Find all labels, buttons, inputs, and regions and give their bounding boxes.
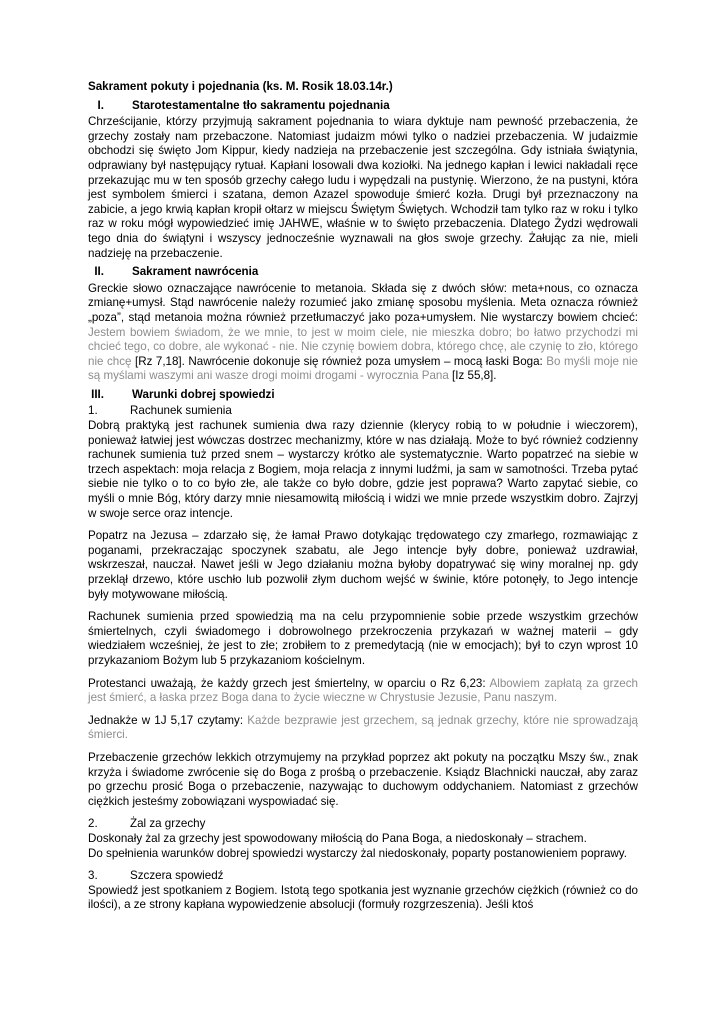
section-heading-1 [88,99,638,114]
scripture-quote: Albowiem zapłatą za grzech jest śmierć, a łaska przez Boga dana to życie wieczne w Chrystusie Jezusie, Panu naszym. [88,676,638,705]
paragraph [88,714,638,743]
section-number: III. [91,387,104,401]
subheading-title: Szczera spowiedź [130,869,224,883]
paragraph: Przebaczenie grzechów lekkich otrzymujemy na przykład poprzez akt pokuty na początku Mszy św., znak krzyża i świadome zwrócenie się do Boga z prośbą o przebaczenie. Ksiądz Blachnicki nauczał, aby zaraz po grzechu prosić Boga o przebaczenie, nazywając to duchowym oddychaniem. Natomiast z grzechów ciężkich jesteśmy zobowiązani wyspowiadać się. [88,750,638,808]
text-run: [Iz 55,8]. [448,369,497,383]
scripture-quote: Jestem bowiem świadom, że we mnie, to jest w moim ciele, nie mieszka dobro; bo łatwo przychodzi mi chcieć tego, co dobre, ale wykonać - nie. Nie czynię bowiem dobra, którego chcę, ale czynię to zło, którego nie chcę [88,325,638,368]
text-run: Jednakże w 1J 5,17 czytamy: [88,713,248,727]
text-run: [Rz 7,18]. Nawrócenie dokonuje się również poza umysłem – mocą łaski Boga: [131,354,547,368]
section-title: Sakrament nawrócenia [132,265,259,279]
subheading-3 [88,869,638,884]
paragraph: Dobrą praktyką jest rachunek sumienia dwa razy dziennie (klerycy robią to w południe i wieczorem), ponieważ łatwiej jest wówczas dostrzec mechanizmy, które w nas działają. Może to być również codzienny rachunek sumienia tuż przed snem – wystarczy krótko ale systematycznie. Warto popatrzeć na siebie w trzech aspektach: moja relacja z Bogiem, moja relacja z innymi ludźmi, ja sam w samotności. Trzeba pytać siebie nie tylko o to co było złe, ale także co było dobre, gdzie jest poprawa? Warto zapytać siebie, co myśli o mnie Bóg, który darzy mnie niesamowitą miłością i widzi we mnie przede wszystkim dobro. Zajrzyj w swoje serce oraz intencje. [88,419,638,520]
document-title: Sakrament pokuty i pojednania (ks. M. Rosik 18.03.14r.) [88,80,393,93]
text-run: Greckie słowo oznaczające nawrócenie to metanoia. Składa się z dwóch słów: meta+nous, co oznacza zmianę+umysł. Stąd nawrócenie należy rozumieć jako zmianę sposobu myślenia. Meta oznacza również „poza”, stąd metanoia można również przetłumaczyć jako poza+umysłem. Nie wystarczy bowiem chcieć: [88,281,638,324]
subheading-title: Rachunek sumienia [130,404,232,418]
paragraph: Rachunek sumienia przed spowiedzią ma na celu przypomnienie sobie przede wszystkim grzechów śmiertelnych, czyli świadomego i dobrowolnego przekroczenia przykazań w ważnej materii – gdy wiedziałem wcześniej, że jest to złe; zrobiłem to z premedytacją (nie w emocjach); był to czyn wprost 10 przykazaniom Bożym lub 5 przykazaniom kościelnym. [88,610,638,667]
scripture-quote: Każde bezprawie jest grzechem, są jednak grzechy, które nie sprowadzają śmierci. [88,713,639,742]
paragraph: Doskonały żal za grzechy jest spowodowany miłością do Pana Boga, a niedoskonały – strachem. [88,831,587,845]
subheading-number: 3. [88,869,98,883]
paragraph: Chrześcijanie, którzy przyjmują sakrament pojednania to wiara dyktuje nam pewność przebaczenia, że grzechy zostały nam przebaczone. Natomiast judaizm mówi tylko o nadziei przebaczenia. W judaizmie obchodzi się święto Jom Kippur, kiedy nadzieja na przebaczenie jest szczególna. Gdy istniała świątynia, odprawiany był następujący rytuał. Kapłani losowali dwa koziołki. Na jednego kapłan i lewici nakładali ręce przekazując mu w ten sposób grzechy całego ludu i wypędzali na pustynię. Wierzono, że na pustyni, która jest symbolem śmierci i szatana, demon Azazel spowoduje śmierć kozła. Drugi był przeznaczony na zabicie, a jego krwią kapłan kropił ołtarz w miejscu Świętym Świętych. Wchodził tam tylko raz w roku i tylko raz w roku mógł wypowiedzieć imię JAHWE, właśnie w to święto przebaczenia. Dlatego Żydzi wędrowali tego dnia do świątyni i wszyscy jednocześnie wyznawali na głos swoje grzechy. Żałując za nie, mieli nadzieję na przebaczenie. [88,115,638,260]
paragraph: Do spełnienia warunków dobrej spowiedzi wystarczy żal niedoskonały, poparty postanowieniem poprawy. [88,846,627,860]
subheading-1 [88,404,638,419]
subheading-title: Żal za grzechy [130,817,206,831]
paragraph: Popatrz na Jezusa – zdarzało się, że łamał Prawo dotykając trędowatego czy zmarłego, rozmawiając z poganami, przekraczając spoczynek szabatu, ale Jego intencje były dobre, ponieważ uzdrawiał, wskrzeszał, nauczał. Nawet jeśli w Jego działaniu można byłoby dopatrywać się winy moralnej np. gdy przeklął drzewo, które uschło lub pozwolił złym duchom wejść w świnie, które potonęły, to Jego intencje były motywowane miłością. [88,529,638,601]
subheading-number: 2. [88,817,98,831]
section-title: Warunki dobrej spowiedzi [132,387,275,401]
paragraph [88,282,638,384]
subheading-2 [88,817,638,832]
paragraph [88,677,638,706]
text-run: Protestanci uważają, że każdy grzech jest śmiertelny, w oparciu o Rz 6,23: [88,676,490,690]
section-heading-3 [88,388,638,403]
scripture-quote: Bo myśli moje nie są myślami waszymi ani wasze drogi moimi drogami - wyrocznia Pana [88,354,638,383]
paragraph: Spowiedź jest spotkaniem z Bogiem. Istotą tego spotkania jest wyznanie grzechów ciężkich (również co do ilości), a ze strony kapłana wypowiedzenie absolucji (formuły rozgrzeszenia). Jeśli ktoś [88,883,638,912]
subheading-number: 1. [88,404,98,418]
section-number: II. [94,265,104,279]
section-number: I. [97,98,104,112]
document-page [88,80,638,913]
section-title: Starotestamentalne tło sakramentu pojednania [132,98,390,112]
section-heading-2 [88,265,638,280]
